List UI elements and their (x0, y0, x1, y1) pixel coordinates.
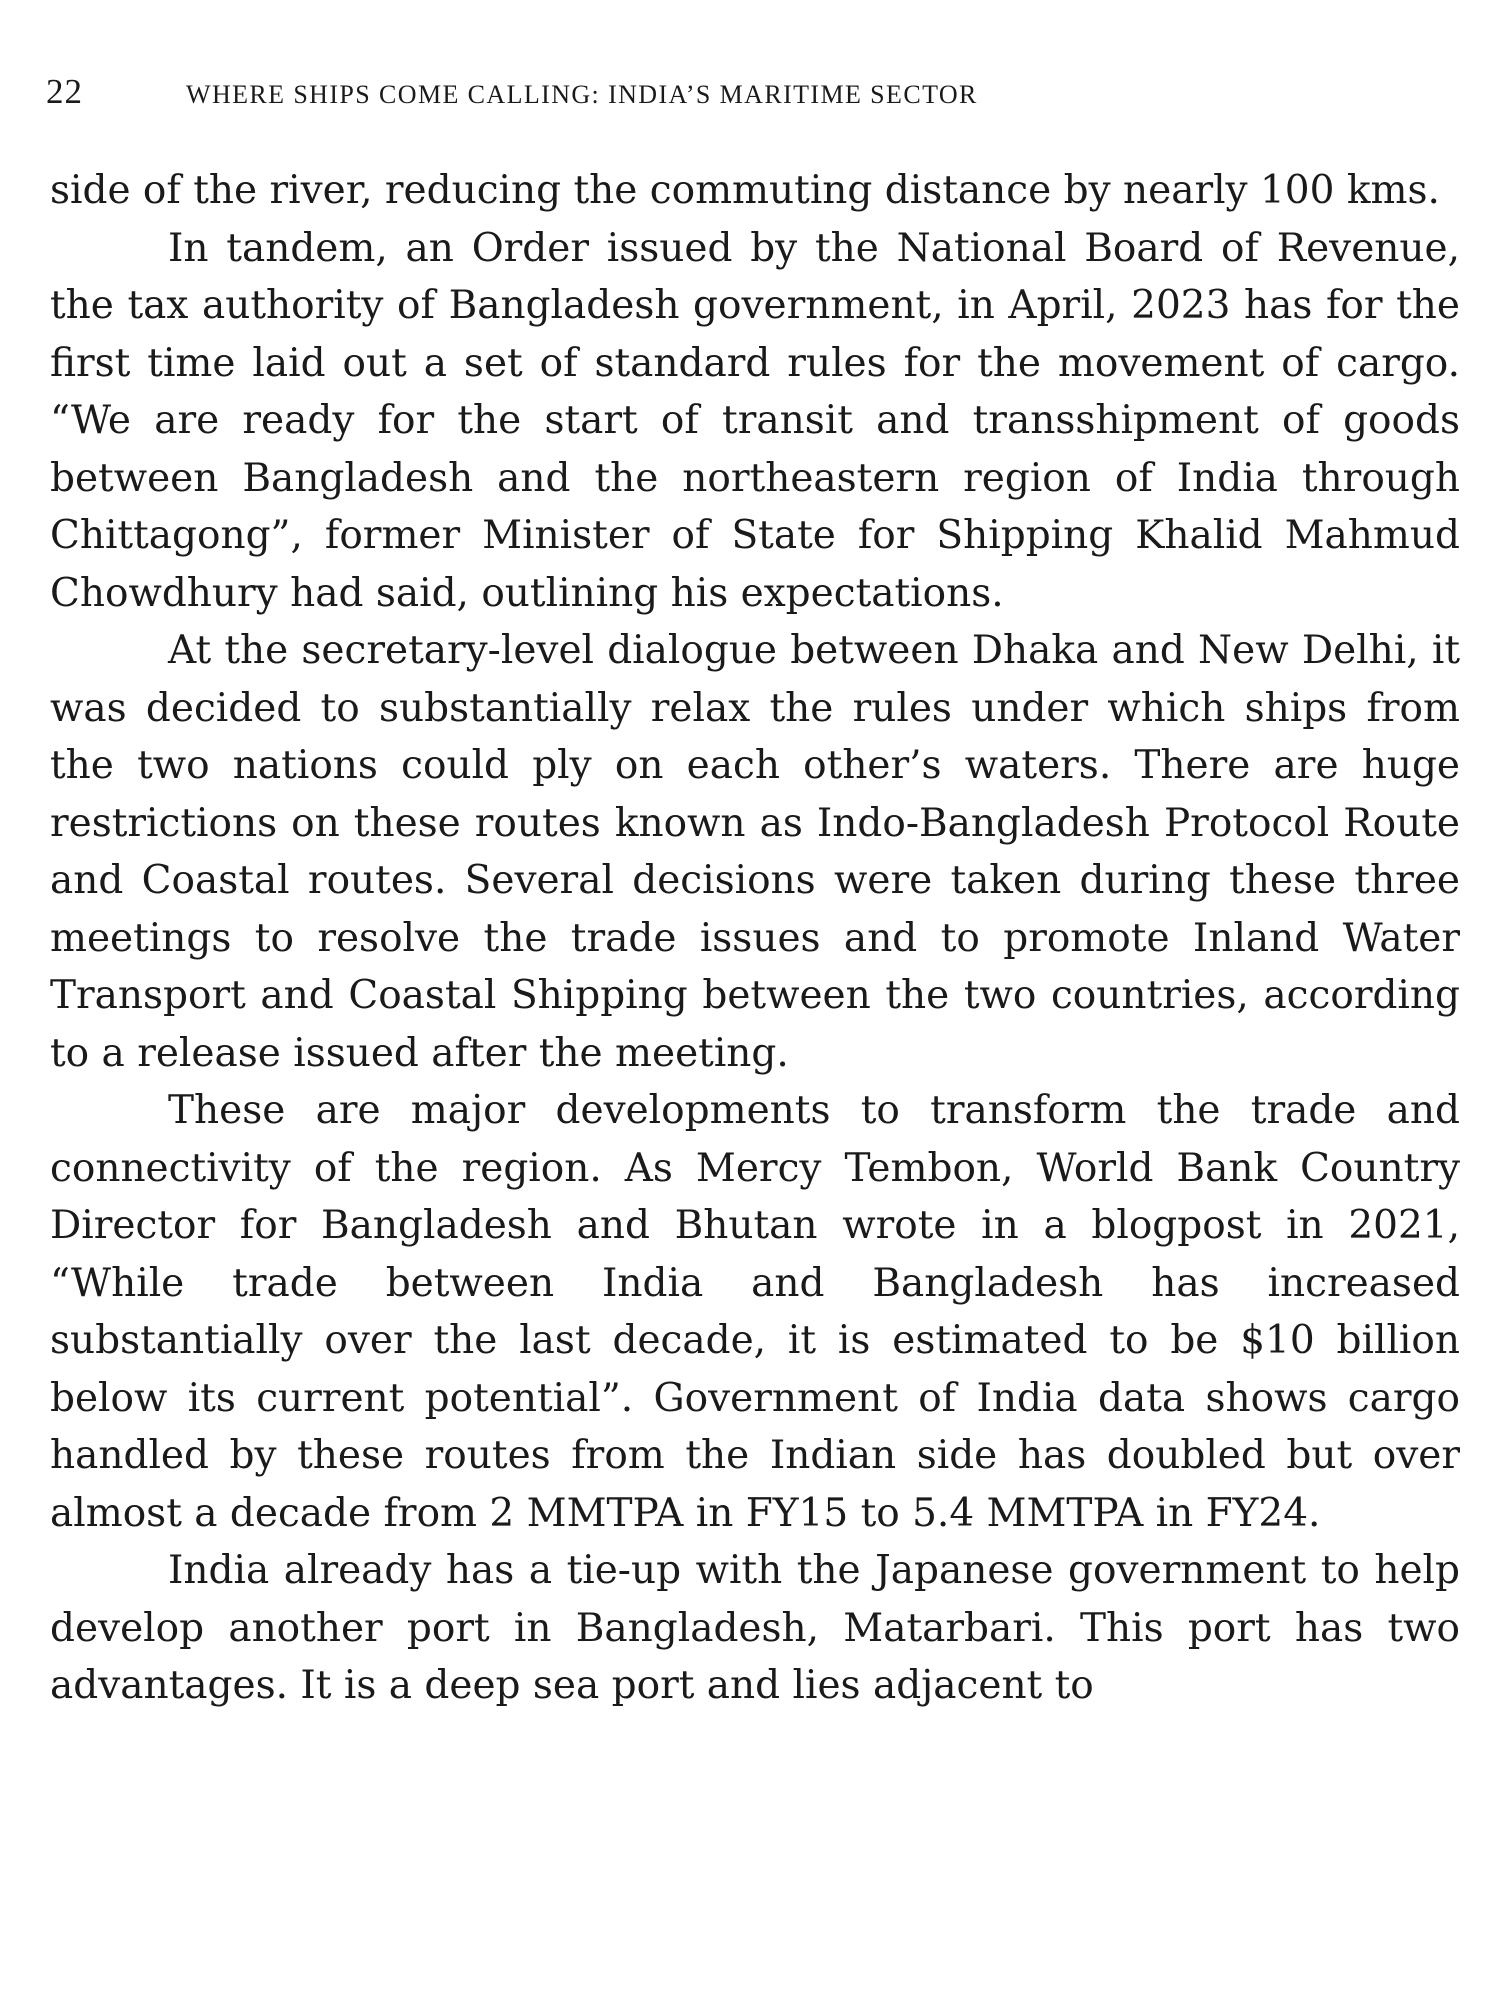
paragraph-major-developments: These are major developments to transform the trade and connectivity of the region. As Mercy Tembon, World Bank Country Director for Bangladesh and Bhutan wrote in a blogpost in 2021, “While trade between India and Bangladesh has increased substantially over the last decade, it is estimated to be $10 billion below its current potential”. Government of India data shows cargo handled by these routes from the Indian side has doubled but over almost a decade from 2 MMTPA in FY15 to 5.4 MMTPA in FY24. (50, 1088, 1460, 1536)
paragraph-continuation: side of the river, reducing the commuting distance by nearly 100 kms. (50, 168, 1440, 213)
paragraph-secretary-dialogue: At the secretary-level dialogue between Dhaka and New Delhi, it was decided to substantially relax the rules under which ships from the two nations could ply on each other’s waters. There are huge restrictions on these routes known as Indo-Bangladesh Protocol Route and Coastal routes. Several decisions were taken during these three meetings to resolve the trade issues and to promote Inland Water Transport and Coastal Shipping between the two countries, according to a release issued after the meeting. (50, 628, 1460, 1076)
body-text (50, 162, 1460, 1715)
paragraph-order-nbr: In tandem, an Order issued by the National Board of Revenue, the tax authority of Bangladesh government, in April, 2023 has for the first time laid out a set of standard rules for the movement of cargo. “We are ready for the start of transit and transshipment of goods between Bangladesh and the northeastern region of India through Chittagong”, former Minister of State for Shipping Khalid Mahmud Chowdhury had said, outlining his expectations. (50, 225, 1460, 616)
paragraph-matarbari: India already has a tie-up with the Japanese government to help develop another port in Bangladesh, Matarbari. This port has two advantages. It is a deep sea port and lies adjacent to (50, 1548, 1460, 1708)
page-number: 22 (46, 72, 83, 111)
running-head (46, 72, 1466, 116)
running-title: WHERE SHIPS COME CALLING: INDIA’S MARITIME SECTOR (186, 80, 978, 109)
